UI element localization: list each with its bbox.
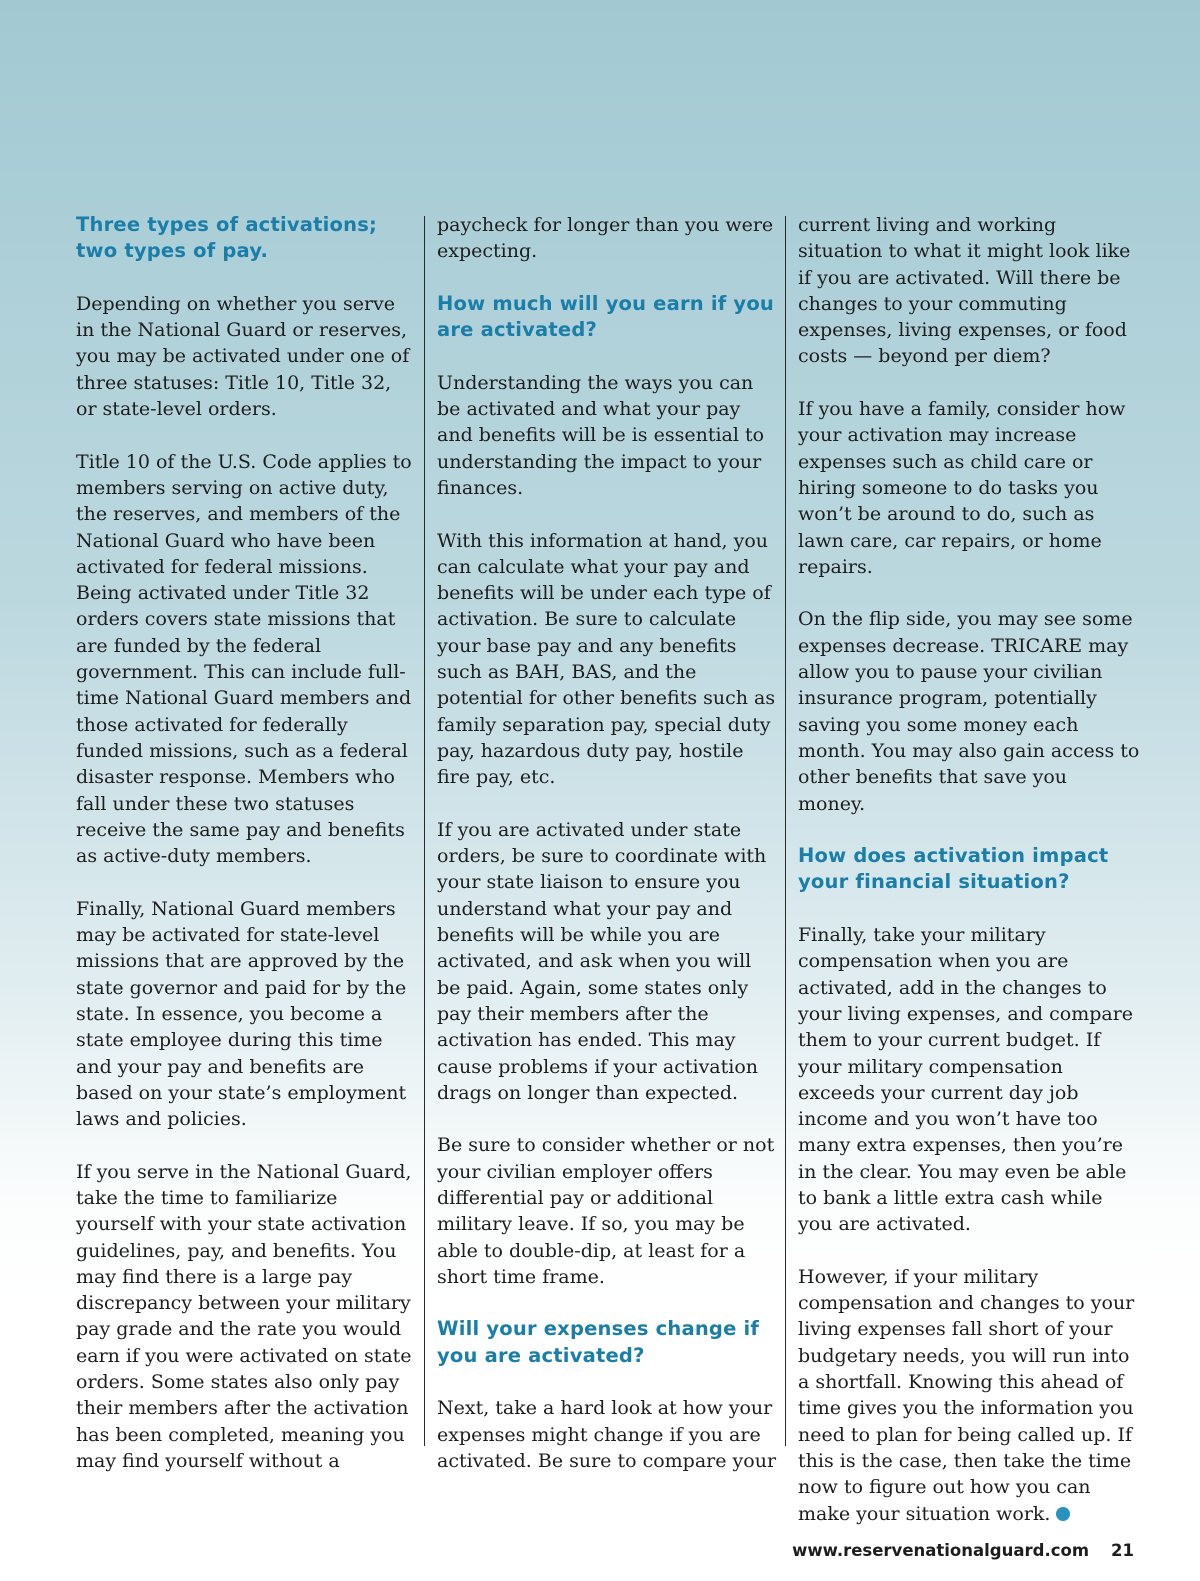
column-divider [785,216,786,1446]
paragraph: If you are activated under state orders, be sure to coordinate with your state liaison to ensure you understand what your pay and benefits will be while you are activated, and ask when you will be paid. Again, some states only pay their members after the activation has ended. This may cause problems if your activation drags on longer than expected. [437,818,767,1104]
paragraph: Next, take a hard look at how your expenses might change if you are activated. Be sure to compare your [437,1397,777,1472]
paragraph: current living and working situation to what it might look like if you are activated. Will there be changes to your commuting expenses, living expenses, or food costs — beyond per diem? [798,214,1131,368]
paragraph: If you have a family, consider how your activation may increase expenses such as child care or hiring someone to do tasks you won’t be around to do, such as lawn care, car repairs, or home repairs. [798,398,1126,578]
paragraph: Understanding the ways you can be activated and what your pay and benefits will be is essential to understanding the impact to your finances. [437,371,765,499]
paragraph: With this information at hand, you can calculate what your pay and benefits will be under each type of activation. Be sure to calculate your base pay and any benefits such as BAH, BAS, and the potential for other benefits such as family separation pay, special duty pay, hazardous duty pay, hostile fire pay, etc. [437,529,776,789]
column-right [798,212,1140,1527]
paragraph-final [798,1264,1140,1527]
paragraph: Depending on whether you serve in the National Guard or reserves, you may be activated under one of three statuses: Title 10, Title 32, or state-level orders. [76,292,410,421]
column-middle [437,212,777,1474]
paragraph: If you serve in the National Guard, take the time to familiarize yourself with your state activation guidelines, pay, and benefits. You may find there is a large pay discrepancy between your military pay grade and the rate you would earn if you were activated on state orders. Some states also only pay their members after the activation has been completed, meaning you may find yourself without a [76,1160,412,1472]
paragraph: paycheck for longer than you were expecting. [437,214,774,263]
footer-url: www.reservenationalguard.com [792,1541,1090,1560]
heading-expenses-change: Will your expenses change if you are activated? [437,1317,760,1367]
end-mark-icon [1056,1507,1070,1521]
paragraph: Finally, take your military compensation when you are activated, add in the changes to your living expenses, and compare them to your current budget. If your military compensation exceeds your current day job income and you won’t have too many extra expenses, then you’re in the clear. You may even be able to bank a little extra cash while you are activated. [798,924,1134,1236]
paragraph: Be sure to consider whether or not your civilian employer offers differential pay or additional military leave. If so, you may be able to double-dip, at least for a short time frame. [437,1134,775,1288]
column-left [76,212,412,1474]
paragraph: Finally, National Guard members may be activated for state-level missions that are approved by the state governor and paid for by the state. In essence, you become a state employee during this time and your pay and benefits are based on your state’s employment laws and policies. [76,897,407,1131]
heading-how-much-earn: How much will you earn if you are activated? [437,291,775,342]
column-divider [424,216,425,1446]
page-footer [792,1541,1134,1560]
paragraph: On the flip side, you may see some expenses decrease. TRICARE may allow you to pause your civilian insurance program, potentially saving you some money each month. You may also gain access to other benefits that save you money. [798,608,1140,815]
heading-activation-impact: How does activation impact your financial situation? [798,844,1109,894]
heading-activation-types: Three types of activations; two types of pay. [76,213,378,263]
paragraph: Title 10 of the U.S. Code applies to members serving on active duty, the reserves, and members of the National Guard who have been activated for federal missions. Being activated under Title 32 orders covers state missions that are funded by the federal government. This can include full-time National Guard members and those activated for federally funded missions, such as a federal disaster response. Members who fall under these two statuses receive the same pay and benefits as active-duty members. [76,450,412,868]
paragraph-final-text: However, if your military compensation and changes to your living expenses fall short of your budgetary needs, you will run into a shortfall. Knowing this ahead of time gives you the information you need to plan for being called up. If this is the case, then take the time now to figure out how you can make your situation work. [798,1265,1135,1525]
page-number: 21 [1111,1541,1134,1560]
